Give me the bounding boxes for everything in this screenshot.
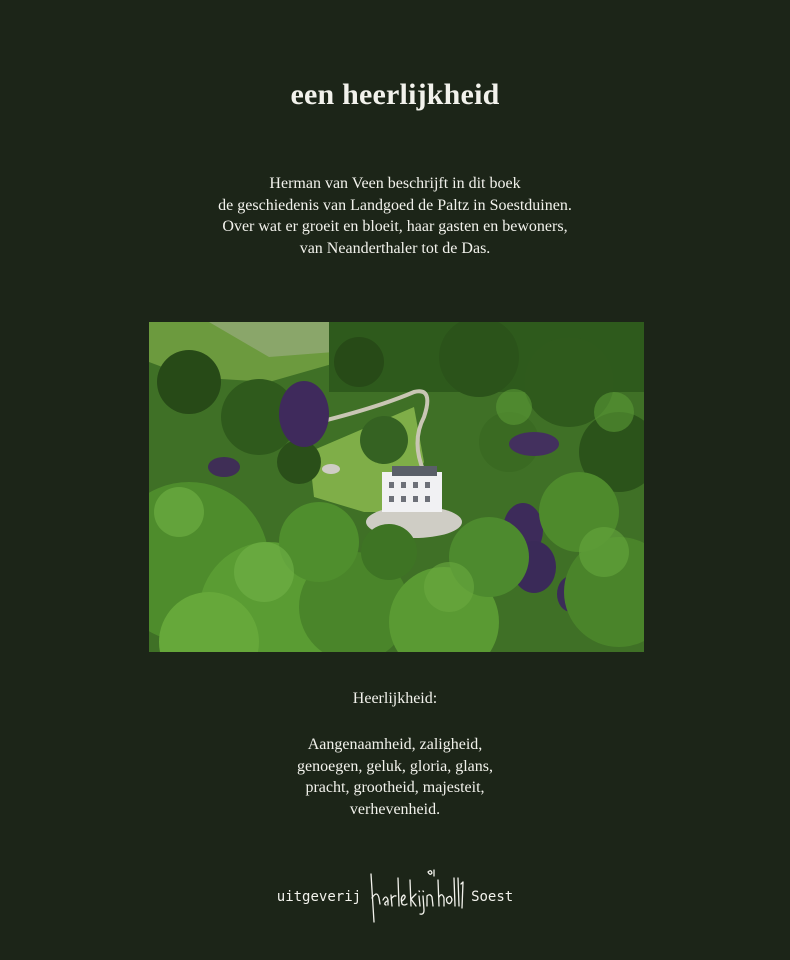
intro-line: Herman van Veen beschrijft in dit boek (269, 175, 521, 192)
intro-line: Over wat er groeit en bloeit, haar gasten en bewoners, (222, 218, 568, 235)
intro-paragraph (0, 173, 790, 259)
definition-line: Aangenaamheid, zaligheid, (307, 736, 483, 753)
publisher-prefix: uitgeverij (276, 889, 362, 905)
definition-term: Heerlijkheid: (352, 690, 438, 707)
definition-line: genoegen, geluk, gloria, glans, (297, 757, 493, 775)
aerial-estate-photo (149, 322, 644, 652)
publisher-city: Soest (471, 889, 514, 905)
definition-body (0, 734, 790, 820)
intro-line: de geschiedenis van Landgoed de Paltz in Soestduinen. (218, 196, 572, 214)
publisher-imprint (0, 864, 790, 924)
intro-line: van Neanderthaler tot de Das. (299, 239, 491, 257)
definition-line: verhevenheid. (349, 800, 441, 818)
definition-line: pracht, grootheid, majesteit, (305, 779, 485, 796)
harlekijn-holland-logo (367, 864, 465, 924)
book-title: een heerlijkheid (290, 78, 500, 111)
